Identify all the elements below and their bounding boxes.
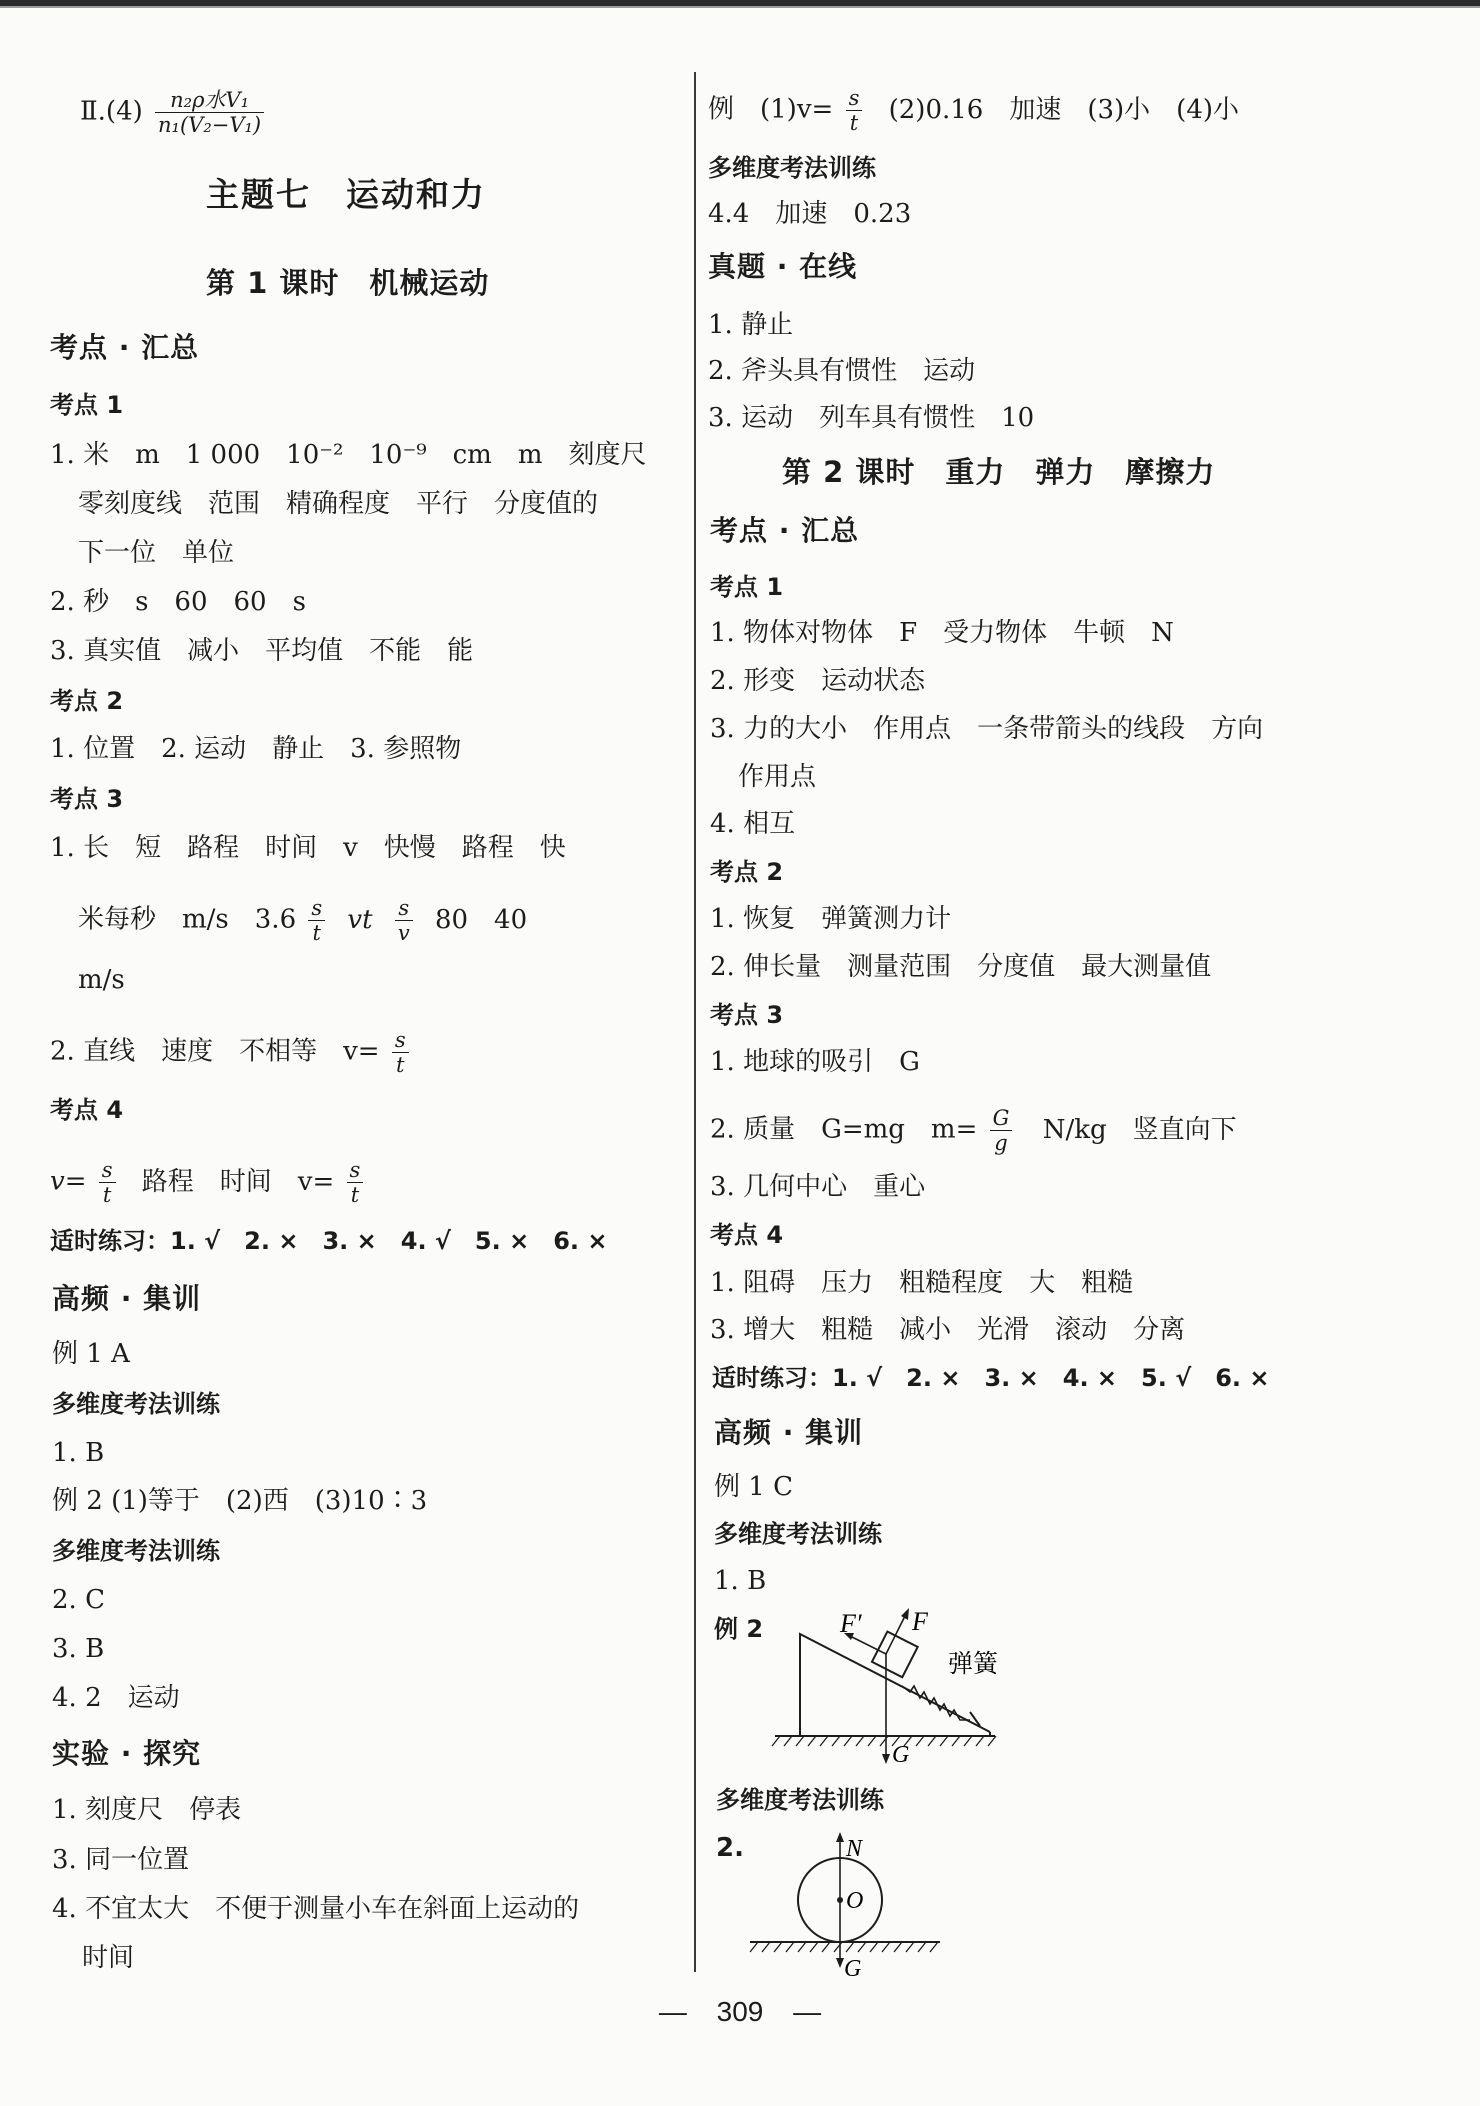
denominator: t — [395, 1053, 405, 1077]
answer-text: 路程 时间 v= — [141, 1166, 335, 1197]
answer-line: 1. 刻度尺 停表 — [52, 1795, 242, 1825]
denominator: v — [397, 921, 410, 945]
topic-title: 主题七 运动和力 — [206, 175, 486, 214]
center-O-label: O — [846, 1888, 864, 1914]
kaodian-3-heading: 考点 3 — [710, 1001, 784, 1029]
formula-numerator: n₂ρ水V₁ — [155, 88, 264, 113]
answer-line: 1. B — [52, 1438, 105, 1468]
denominator: t — [312, 921, 321, 945]
ball-force-diagram — [740, 1830, 960, 1980]
answer-text: v= — [50, 1166, 87, 1197]
section-gaopin-heading: 高频 · 集训 — [714, 1416, 864, 1449]
practice-answers: 适时练习：1. √ 2. × 3. × 4. × 5. √ 6. × — [712, 1364, 1270, 1392]
denominator: t — [102, 1183, 112, 1207]
formula-denominator: n₁(V₂−V₁) — [158, 113, 262, 137]
fraction-s-over-t — [99, 1158, 116, 1207]
lesson-title: 第 1 课时 机械运动 — [206, 266, 490, 300]
fraction-s-over-t — [308, 896, 325, 945]
page-top-border-thin — [0, 6, 1480, 8]
spring-label: 弹簧 — [948, 1651, 999, 1678]
force-Fprime-label: F′ — [840, 1609, 862, 1638]
answer-line: 3. 几何中心 重心 — [710, 1172, 926, 1202]
answer-line: 1. 物体对物体 F 受力物体 牛顿 N — [710, 618, 1174, 648]
answer-line: 时间 — [82, 1943, 135, 1973]
multi-training-heading: 多维度考法训练 — [52, 1537, 220, 1565]
answer-line: 1. 位置 2. 运动 静止 3. 参照物 — [50, 734, 462, 764]
answer-text: 2. 质量 G=mg m= — [710, 1114, 978, 1145]
kaodian-1-heading: 考点 1 — [710, 573, 784, 601]
kaodian-2-heading: 考点 2 — [50, 687, 124, 715]
answer-line: 2. 伸长量 测量范围 分度值 最大测量值 — [710, 952, 1212, 982]
page-number-value: 309 — [716, 1996, 764, 2027]
section-gaopin-heading: 高频 · 集训 — [52, 1282, 202, 1315]
fraction-s-over-t — [846, 86, 863, 135]
example-top-line — [708, 86, 1239, 135]
fraction-s-over-t — [347, 1158, 364, 1207]
answer-line: 2. C — [52, 1585, 105, 1615]
answer-line-fractions — [78, 896, 527, 945]
answer-line: 1. 阻碍 压力 粗糙程度 大 粗糙 — [710, 1268, 1134, 1298]
section-summary-heading: 考点 · 汇总 — [710, 514, 860, 547]
answer-line-fractions — [50, 1158, 367, 1207]
gravity-G-label: G — [892, 1742, 910, 1768]
answer-line: 3. 增大 粗糙 减小 光滑 滚动 分离 — [710, 1315, 1186, 1345]
answer-line: 2. 秒 s 60 60 s — [50, 587, 306, 617]
answer-line: 1. 地球的吸引 G — [710, 1047, 920, 1077]
numerator: G — [990, 1106, 1013, 1131]
example-answer: 例 1 C — [714, 1472, 793, 1502]
incline-force-diagram — [770, 1600, 1010, 1770]
answer-line: 2. 斧头具有惯性 运动 — [708, 356, 976, 386]
answer-text: 80 40 — [434, 904, 528, 935]
answer-text: N/kg 竖直向下 — [1042, 1114, 1237, 1145]
denominator: t — [350, 1183, 360, 1207]
formula-label: Ⅱ.(4) — [80, 96, 143, 127]
example-answer: 例 1 A — [52, 1339, 130, 1369]
example-label: 例 2 — [714, 1615, 764, 1643]
numerator: s — [99, 1158, 116, 1183]
answer-line: 3. 真实值 减小 平均值 不能 能 — [50, 636, 474, 666]
answer-line: 4.4 加速 0.23 — [708, 199, 912, 229]
force-F-label: F — [912, 1607, 928, 1636]
kaodian-2-heading: 考点 2 — [710, 858, 784, 886]
page-number — [0, 1996, 1480, 2028]
formula-line — [80, 88, 268, 137]
multi-training-heading: 多维度考法训练 — [716, 1786, 884, 1814]
multi-training-heading: 多维度考法训练 — [52, 1390, 220, 1418]
kaodian-1-heading: 考点 1 — [50, 391, 124, 419]
numerator: s — [846, 86, 863, 111]
fraction-s-over-t — [392, 1028, 409, 1077]
answer-line: m/s — [78, 965, 125, 995]
numerator: s — [392, 1028, 409, 1053]
answer-line: 作用点 — [738, 762, 817, 792]
answer-line: 4. 相互 — [710, 809, 796, 839]
column-divider — [694, 72, 696, 1972]
answer-line: 2. 形变 运动状态 — [710, 666, 926, 696]
kaodian-4-heading: 考点 4 — [50, 1096, 124, 1124]
numerator: s — [308, 896, 325, 921]
answer-text: (2)0.16 加速 (3)小 (4)小 — [888, 94, 1240, 125]
density-formula — [155, 88, 264, 137]
numerator: s — [395, 896, 413, 921]
answer-line: 下一位 单位 — [78, 538, 235, 568]
numerator: s — [347, 1158, 364, 1183]
formula-vt: vt — [347, 904, 373, 935]
answer-line: 4. 2 运动 — [52, 1683, 180, 1713]
practice-answers: 适时练习：1. √ 2. × 3. × 4. √ 5. × 6. × — [50, 1227, 608, 1255]
answer-line: 1. 恢复 弹簧测力计 — [710, 904, 952, 934]
answer-text: 例 (1)v= — [708, 94, 834, 125]
answer-line: 1. 长 短 路程 时间 v 快慢 路程 快 — [50, 833, 566, 863]
answer-line: 3. 同一位置 — [52, 1845, 190, 1875]
answer-line: 零刻度线 范围 精确程度 平行 分度值的 — [78, 489, 599, 519]
denominator: g — [994, 1131, 1008, 1155]
section-experiment-heading: 实验 · 探究 — [52, 1737, 202, 1770]
lesson-2-title: 第 2 课时 重力 弹力 摩擦力 — [782, 455, 1216, 489]
multi-training-heading: 多维度考法训练 — [708, 154, 876, 182]
answer-line: 3. B — [52, 1634, 105, 1664]
fraction-G-over-g — [990, 1106, 1013, 1155]
answer-line: 1. 米 m 1 000 10⁻² 10⁻⁹ cm m 刻度尺 — [50, 440, 647, 470]
example-answer: 例 2 (1)等于 (2)西 (3)10∶3 — [52, 1486, 428, 1516]
denominator: t — [849, 111, 859, 135]
section-real-exam-heading: 真题 · 在线 — [708, 250, 858, 283]
page-number-dash: — — [658, 1996, 687, 2027]
answer-line-fractions — [50, 1028, 413, 1077]
normal-force-N-label: N — [846, 1836, 863, 1862]
answer-line-fractions — [710, 1106, 1237, 1155]
fraction-s-over-v — [395, 896, 413, 945]
kaodian-3-heading: 考点 3 — [50, 785, 124, 813]
section-summary-heading: 考点 · 汇总 — [50, 331, 200, 364]
kaodian-4-heading: 考点 4 — [710, 1221, 784, 1249]
answer-line: 1. 静止 — [708, 310, 794, 340]
answer-text: 2. 直线 速度 不相等 v= — [50, 1036, 380, 1067]
answer-line: 2. — [716, 1833, 744, 1863]
answer-line: 4. 不宜太大 不便于测量小车在斜面上运动的 — [52, 1894, 580, 1924]
multi-training-heading: 多维度考法训练 — [714, 1520, 882, 1548]
answer-line: 3. 力的大小 作用点 一条带箭头的线段 方向 — [710, 714, 1264, 744]
answer-line: 3. 运动 列车具有惯性 10 — [708, 403, 1035, 433]
answer-line: 1. B — [714, 1566, 767, 1596]
page-number-dash: — — [793, 1996, 822, 2027]
gravity-G-label: G — [844, 1956, 862, 1980]
answer-text: 米每秒 m/s 3.6 — [78, 904, 297, 935]
